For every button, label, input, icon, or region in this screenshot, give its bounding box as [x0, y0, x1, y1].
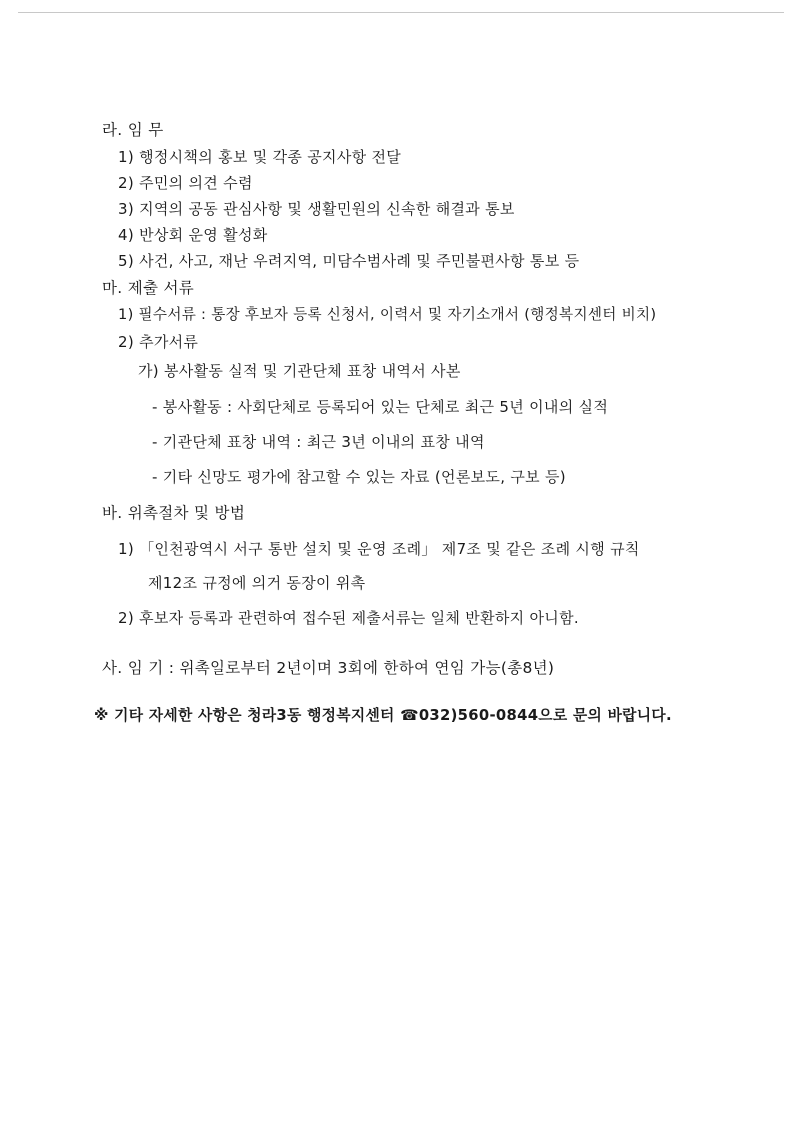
phone-icon: ☎	[400, 707, 419, 724]
documents-bullet-other: - 기타 신망도 평가에 참고할 수 있는 자료 (언론보도, 구보 등)	[152, 468, 566, 486]
procedure-item-2: 2) 후보자 등록과 관련하여 접수된 제출서류는 일체 반환하지 아니함.	[118, 609, 579, 627]
duty-item-5: 5) 사건, 사고, 재난 우려지역, 미담수범사례 및 주민불편사항 통보 등	[118, 252, 580, 270]
duty-item-1: 1) 행정시책의 홍보 및 각종 공지사항 전달	[118, 148, 402, 166]
top-rule	[18, 12, 784, 13]
section-term: 사. 임 기 : 위촉일로부터 2년이며 3회에 한하여 연임 가능(총8년)	[102, 659, 555, 677]
documents-item-required: 1) 필수서류 : 통장 후보자 등록 신청서, 이력서 및 자기소개서 (행정복지센터 비치)	[118, 306, 657, 323]
duty-item-4: 4) 반상회 운영 활성화	[118, 226, 268, 244]
duty-item-2: 2) 주민의 의견 수렴	[118, 174, 253, 192]
contact-note	[94, 704, 672, 725]
duty-item-3: 3) 지역의 공동 관심사항 및 생활민원의 신속한 해결과 통보	[118, 200, 515, 218]
section-heading-documents: 마. 제출 서류	[102, 279, 195, 297]
contact-note-text: ※ 기타 자세한 사항은 청라3동 행정복지센터	[94, 707, 401, 724]
documents-sub-item-ga: 가) 봉사활동 실적 및 기관단체 표창 내역서 사본	[138, 362, 461, 380]
section-heading-procedure: 바. 위촉절차 및 방법	[102, 504, 246, 522]
contact-note-phone: 032)560-0844으로 문의 바랍니다.	[418, 707, 672, 724]
documents-item-additional: 2) 추가서류	[118, 333, 199, 351]
documents-bullet-volunteer: - 봉사활동 : 사회단체로 등록되어 있는 단체로 최근 5년 이내의 실적	[152, 398, 609, 416]
procedure-item-1-line-1: 1) 「인천광역시 서구 통반 설치 및 운영 조례」 제7조 및 같은 조례 시행 규칙	[118, 540, 640, 558]
procedure-item-1-line-2: 제12조 규정에 의거 동장이 위촉	[148, 574, 366, 592]
section-heading-duties: 라. 임 무	[102, 121, 164, 139]
documents-bullet-awards: - 기관단체 표창 내역 : 최근 3년 이내의 표창 내역	[152, 433, 485, 451]
